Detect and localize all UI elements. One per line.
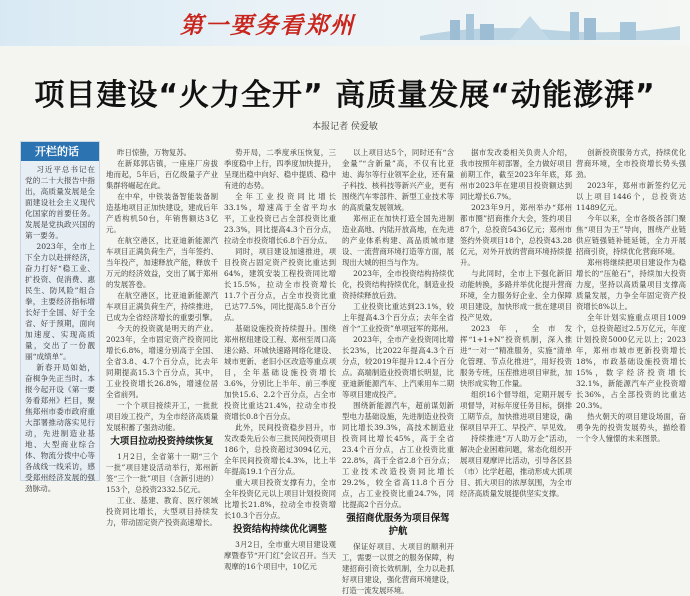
headline: 项目建设“火力全开” 高质量发展“动能澎湃” xyxy=(34,78,656,113)
article-paragraph: 同时，项目建设加速推进，项目投资占固定资产投资比重达到64%，建筑安装工程投资同比增长15.5%，拉动全市投资增长11.7个百分点，占全市投资比重已达77.5%，同比提高5.8个百分点。 xyxy=(224,247,336,322)
article-paragraph: 1月2日，全省第十一期“三个一批”项目建设活动举行，郑州新签“三个一批”项目（含新引进的）153个，总投资2332.5亿元。 xyxy=(106,452,218,494)
section-banner xyxy=(0,0,690,46)
column-intro-body xyxy=(21,161,99,497)
article-column-5 xyxy=(576,147,686,481)
column-intro-title: 开栏的话 xyxy=(21,142,99,161)
article-column-4 xyxy=(460,147,572,498)
byline: 本报记者 侯爱敏 xyxy=(312,122,378,132)
article-paragraph: 在中牟，中铁装备智能装备制造基地项目正加快建设，建成后年产盾构机50台，年销售额达3亿元。 xyxy=(106,192,218,234)
article-paragraph: 据市发改委相关负责人介绍，我市按照年初部署，全力做好项目前期工作，截至2023年年底，郑州市2023年在建项目投资额达到同比增长6.7%。 xyxy=(460,148,572,201)
article-paragraph: 一个个项目接续开工，一批批项目竣工投产，为全市经济高质量发展积蓄了强劲动能。 xyxy=(106,401,218,432)
subheading: 投资结构持续优化调整 xyxy=(233,524,327,535)
article-paragraph: 今年以来，全市各级各部门聚焦“项目为王”导向，围绕产业链供应链强链补链延链，全力开展招商引资，持续优化营商环境。 xyxy=(576,214,686,256)
subheading: 强招商优服务为项目保驾护航 xyxy=(346,513,450,537)
article-paragraph: 在航空港区，比亚迪新能源汽车项目正满负荷生产，持续推进，已成为全省经济增长的重要引擎。 xyxy=(106,291,218,322)
article-paragraph: 势开局，二季度承压恢复，三季度稳中上行，四季度加快提升，呈现出稳中向好、稳中提质、稳中有进的态势。 xyxy=(224,148,336,190)
article-paragraph: 全年计划实施重点项目1009个，总投资超过2.5万亿元，年度计划投资5000亿元以上；2023年，郑州市城市更新投资增长18%，市政基础设施投资增长15%，数字经济投资增长32.1%，新能源汽车产业投资增长36%，占全部投资的比重达20.3%。 xyxy=(576,313,686,410)
article-paragraph: 持续推进“万人助万企”活动，解决企业困难问题，常态化组织开展项目观摩评比活动，引导各区县（市）比学赶超，推动形成大抓项目、抓大项目的浓厚氛围，为全市经济高质量发展提供坚实支撑。 xyxy=(460,434,572,498)
article-paragraph: 工业、基建、教育、医疗领域投资同比增长，大型项目持续发力，带动固定资产投资高速增长。 xyxy=(106,496,218,527)
intro-paragraph: 习近平总书记在党的二十大报告中指出，高质量发展是全面建设社会主义现代化国家的首要任务。发展是党执政兴国的第一要务。 xyxy=(25,165,95,240)
article-paragraph: 2023年，全市产业投资同比增长23%，比2022年提高4.3个百分点，较2019年提升12.4个百分点。高端制造业投资增长明显，比亚迪新能源汽车、上汽乘用车二期等项目建成投产。 xyxy=(342,335,454,399)
article-paragraph: 保证好项目、大项目的顺利开工，需要一以贯之的服务保障，构建招商引资长效机制，全力以赴抓好项目建设，强化营商环境建设，打造一流发展环境。 xyxy=(342,542,454,595)
article-paragraph: 围绕新能源汽车，超前谋划新型电力基础设施，先进制造业投资同比增长39.3%，高技术制造业投资同比增长45%，高于全省23.4个百分点，占工业投资比重22.8%，高于全省2.8个百分点；工业技术改造投资同比增长29.2%，较全省高11.8个百分点，占工业投资比重24.7%，同比提高2个百分点。 xyxy=(342,401,454,509)
article-paragraph: 2023年，全市发挥“1+1+N”投资机制，深入推进“一对一”精准服务，实施“清单化管理、节点化推进”，用好投资服务专班，压茬推进项目审批，加快形成实物工作量。 xyxy=(460,324,572,388)
article-paragraph: 创新投资服务方式，持续优化营商环境，全市投资增长势头强劲。 xyxy=(576,148,686,179)
article-paragraph: 在航空港区，比亚迪新能源汽车项目正满负荷生产，当年签约、当年投产，加速释放产能，释放千万元的经济效益，交出了属于郑州的发展答卷。 xyxy=(106,236,218,289)
article-paragraph: 以上项目达5个，同时还有“含金量”“含新量”高，不仅有比亚迪、海尔等行业领军企业，还有量子科技、核科技等新兴产业，更有围绕汽车零部件、新型工业技术等的高质量发展领域。 xyxy=(342,148,454,212)
article-paragraph: 昨日惊蛰，万物复苏。 xyxy=(117,148,192,157)
article-paragraph: 此外，民间投资稳步回升，市发改委先后公布三批民间投资项目186个，总投资超过3094亿元，全年民间投资增长4.3%，比上半年提高19.1个百分点。 xyxy=(224,423,336,476)
article-paragraph: 全年工业投资同比增长33.1%，增速高于全省平均水平，工业投资已占全部投资比重23.3%，同比提高4.3个百分点，拉动全市投资增长6.8个百分点。 xyxy=(224,192,336,245)
article-paragraph: 在新郑郭店镇，一座座厂房拔地而起，5年后，百亿级量子产业集群将崛起在此。 xyxy=(106,159,218,190)
article-paragraph: 郑州正在加快打造全国先进制造业高地、内陆开放高地，在先进的产业体系构建、高品质城市建设、一流营商环境打造等方面，展现出大城的担当与作为。 xyxy=(342,214,454,267)
subheading: 大项目拉动投资持续恢复 xyxy=(110,436,214,447)
intro-paragraph: 2023年，全市上下全力以赴拼经济，奋力打好“稳工业、扩投资、促消费、惠民生、防风险”组合拳，主要经济指标增长好于全国、好于全省、好于预期，面向加速度、实现高质量，交出了一份靓丽“成绩单”。 xyxy=(25,242,95,361)
article-paragraph: 工业投资比重达到23.1%，较上年提高4.3个百分点；去年全省首个“工业投资”单项冠军的郑州。 xyxy=(342,302,454,333)
article-paragraph: 3月2日，全市重大项目建设观摩暨春节“开门红”会议召开。当天观摩的16个项目中，10亿元 xyxy=(224,540,336,571)
intro-paragraph: 新春开局如始，奋楫争先正当时。本报今起开设《第一要务看郑州》栏目，聚焦郑州市委市政府重大部署推动落实见行动，先进制造业基地、大型商业综合体、物流分拨中心等各战线一线采访，感受郑州经济发展的强劲脉动。 xyxy=(25,363,95,493)
skyline-illustration xyxy=(420,6,680,40)
article-column-3 xyxy=(342,147,454,595)
section-tag: 第一要务看郑州 xyxy=(180,12,355,39)
article-column-1 xyxy=(106,147,218,527)
article-paragraph: 重大项目投资支撑有力，全市全年投资亿元以上项目计划投资同比增长21.8%，拉动全市投资增长10.3个百分点。 xyxy=(224,478,336,520)
article-paragraph: 2023年，郑州市新签约亿元以上项目1446个，总投资达11489亿元。 xyxy=(576,181,686,212)
article-paragraph: 热火朝天的项目建设场面，奋勇争先的投资发展势头，描绘着一个令人憧憬的未来图景。 xyxy=(576,412,686,443)
article-paragraph: 今天的投资就是明天的产业。2023年，全市固定资产投资同比增长6.8%，增速分别高于全国、全省3.8、4.7个百分点，比去年同期提高15.3个百分点，其中，工业投资增长26.8%，增速位居全省前列。 xyxy=(106,324,218,399)
article-paragraph: 基础设施投资持续提升。围绕郑州枢纽建设工程、郑州至周口高速公路、环城快速路网络化建设、城市更新、老旧小区改造等重点项目，全年基础设施投资增长3.6%，分别比上半年、前三季度加快15.6、2.2个百分点，占全市投资比重达21.4%，拉动全市投资增长0.8个百分点。 xyxy=(224,324,336,421)
article-paragraph: 2023年9月，郑州举办“郑州都市圈”招商推介大会，签约项目87个，总投资5436亿元；郑州市签约外资项目18个，总投资43.28亿元，对外开放的营商环境持续提升。 xyxy=(460,203,572,267)
article-column-2 xyxy=(224,147,336,571)
article-paragraph: 郑州将继续把项目建设作为稳增长的“压舱石”，持续加大投资力度，坚持以高质量项目支撑高质量发展，力争全年固定资产投资增长8%以上。 xyxy=(576,258,686,311)
column-intro-box xyxy=(20,141,100,493)
article-paragraph: 组织16个督导组，定期开展专项督导，对标年度任务目标，倒排工期节点，加快推进项目建设，确保项目早开工、早投产、早见效。 xyxy=(460,390,572,432)
article-paragraph: 与此同时，全市上下强化新旧动能转换，多路并举优化提升营商环境，全力服务好企业、全力保障项目建设，加快形成一批在建项目投产见效。 xyxy=(460,269,572,322)
article-paragraph: 2023年，全市投资结构持续优化，投资结构持续优化，制造业投资持续释放后劲。 xyxy=(342,269,454,300)
